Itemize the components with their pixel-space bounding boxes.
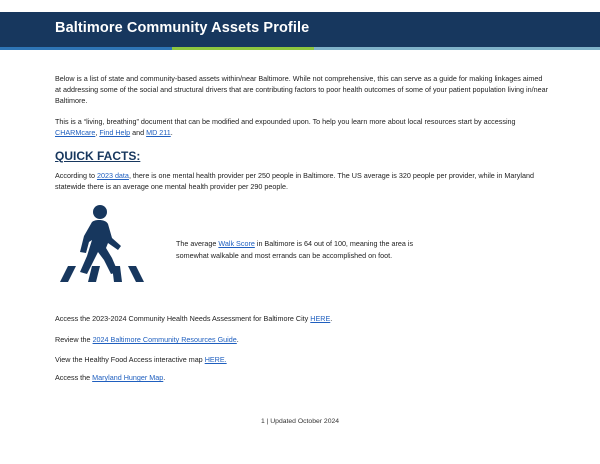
separator-text: ,	[95, 128, 100, 137]
chna-text: Access the 2023-2024 Community Health Needs Assessment for Baltimore City	[55, 314, 311, 323]
separator-text: and	[130, 128, 147, 137]
pedestrian-crosswalk-icon	[58, 200, 144, 284]
resource-guide-paragraph	[55, 334, 550, 345]
walk-score-paragraph	[176, 238, 446, 262]
stripe-shape	[112, 266, 122, 282]
provider-prefix: According to	[55, 171, 97, 180]
head-shape	[93, 205, 107, 219]
accent-stripe-teal	[314, 47, 600, 50]
walk-prefix: The average	[176, 239, 219, 248]
period-text: .	[330, 314, 333, 323]
walk-text: in Baltimore is 64 out of 100, meaning the area is somewhat walkable and most errands can be accomplished on foot.	[176, 239, 414, 260]
page-title: Baltimore Community Assets Profile	[55, 20, 310, 36]
guide-text: Review the	[55, 335, 93, 344]
living-doc-text: This is a “living, breathing” document that can be modified and expounded upon. To help you learn more about local resources start by accessing	[55, 117, 516, 126]
provider-text: , there is one mental health provider per 250 people in Baltimore. The US average is 320 people per provider, while in Maryland statewide there is an average one mental health provider per 290 people.	[55, 171, 534, 191]
charmcare-link[interactable]: CHARMcare	[55, 128, 96, 137]
period-text: .	[163, 373, 166, 382]
period-text: .	[236, 335, 239, 344]
accent-stripe-green	[172, 47, 314, 50]
stripe-shape	[60, 266, 76, 282]
quick-facts-heading: QUICK FACTS:	[55, 149, 141, 163]
find-help-link[interactable]: Find Help	[99, 128, 131, 137]
hunger-map-link[interactable]: Maryland Hunger Map	[92, 373, 164, 382]
period-text: .	[170, 128, 173, 137]
body-shape	[80, 220, 121, 274]
chna-paragraph	[55, 313, 550, 324]
md-211-link[interactable]: MD 211	[146, 128, 171, 137]
food-access-paragraph	[55, 354, 550, 365]
resources-guide-link[interactable]: 2024 Baltimore Community Resources Guide	[92, 335, 237, 344]
food-map-here-link[interactable]: HERE.	[204, 355, 227, 364]
intro-paragraph	[55, 73, 550, 106]
page-footer: 1 | Updated October 2024	[260, 418, 340, 425]
hunger-text: Access the	[55, 373, 93, 382]
stripe-shape	[128, 266, 144, 282]
food-text: View the Healthy Food Access interactive map	[55, 355, 205, 364]
hunger-map-paragraph	[55, 372, 550, 383]
2023-data-link[interactable]: 2023 data	[96, 171, 129, 180]
intro-text: Below is a list of state and community-based assets within/near Baltimore. While not comprehensive, this can serve as a guide for making linkages aimed at addressing some of the social and structural drivers that are contributing factors to poor health outcomes of some of your patient population living in/near Baltimore.	[55, 74, 549, 105]
provider-fact-paragraph	[55, 170, 550, 192]
walk-score-link[interactable]: Walk Score	[218, 239, 255, 248]
chna-here-link[interactable]: HERE	[310, 314, 331, 323]
accent-stripe-blue	[0, 47, 172, 50]
living-document-paragraph	[55, 116, 550, 138]
